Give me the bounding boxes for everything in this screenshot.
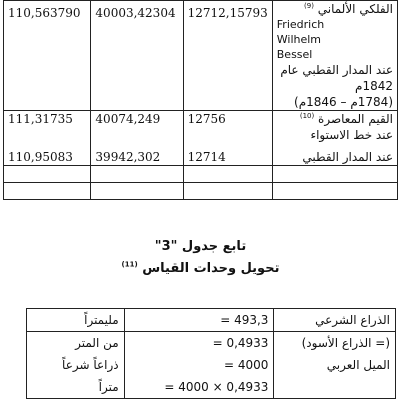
conversion-unit: من المتر xyxy=(27,332,125,355)
conversion-value: = 0,4933 xyxy=(124,332,274,355)
equator-label: عند خط الاستواء xyxy=(310,128,393,142)
cell-circumference: 40074,249 xyxy=(91,111,183,144)
cell-degree: 110,95083 xyxy=(4,143,91,166)
footnote-ref: (9) xyxy=(303,2,314,10)
table-row xyxy=(4,111,398,144)
empty-cell xyxy=(4,166,91,183)
bessel-latin-name-2: Bessel xyxy=(276,48,313,61)
empty-cell xyxy=(183,166,272,183)
polar-name-cell: عند المدار القطبي xyxy=(272,143,397,166)
conversion-value: = 4000 xyxy=(124,354,274,376)
cell-circumference: 39942,302 xyxy=(91,143,183,166)
empty-cell xyxy=(91,166,183,183)
cell-diameter: 12756 xyxy=(183,111,272,144)
conversion-row xyxy=(27,354,396,376)
conversion-label xyxy=(274,376,396,399)
bessel-location: عند المدار القطبي عام 1842م xyxy=(280,63,393,93)
cell-degree: 110,563790 xyxy=(4,1,91,111)
bessel-title: الفلكي الألماني xyxy=(317,2,393,16)
measurements-table xyxy=(3,0,398,200)
cell-circumference: 40003,42304 xyxy=(91,1,183,111)
unit-conversion-heading xyxy=(0,261,401,276)
cell-degree: 111,31735 xyxy=(4,111,91,144)
unit-conversion-table xyxy=(26,308,396,399)
conversion-value: = 493,3 xyxy=(124,309,274,332)
cell-diameter: 12712,15793 xyxy=(183,1,272,111)
table-row-empty xyxy=(4,183,398,200)
footnote-ref: (11) xyxy=(121,260,138,269)
conversion-row xyxy=(27,309,396,332)
conversion-label: الذراع الشرعي xyxy=(274,309,396,332)
table-row xyxy=(4,143,398,166)
empty-cell xyxy=(272,166,397,183)
table-row-empty xyxy=(4,166,398,183)
conversion-value: = 4000 × 0,4933 xyxy=(124,376,274,399)
conversion-unit: مليمتراً xyxy=(27,309,125,332)
table-continuation-heading: تابع جدول "3" xyxy=(154,239,247,254)
empty-cell xyxy=(91,183,183,200)
table-row xyxy=(4,1,398,111)
unit-conversion-title: تحويل وحدات القياس xyxy=(142,261,280,276)
bessel-name-cell xyxy=(272,1,397,111)
footnote-ref: (10) xyxy=(299,112,315,120)
conversion-unit: متراً xyxy=(27,376,125,399)
conversion-label: (= الذراع الأسود) xyxy=(274,332,396,355)
conversion-row xyxy=(27,332,396,355)
empty-cell xyxy=(272,183,397,200)
cell-diameter: 12714 xyxy=(183,143,272,166)
empty-cell xyxy=(4,183,91,200)
empty-cell xyxy=(183,183,272,200)
conversion-unit: ذراعاً شرعاً xyxy=(27,354,125,376)
bessel-latin-name-1: Friedrich Wilhelm xyxy=(276,18,325,46)
conversion-label: الميل العربي xyxy=(274,354,396,376)
contemporary-name-cell xyxy=(272,111,397,144)
bessel-years: (1784م – 1846م) xyxy=(294,95,393,109)
conversion-row xyxy=(27,376,396,399)
contemporary-title: القيم المعاصرة xyxy=(318,112,393,126)
